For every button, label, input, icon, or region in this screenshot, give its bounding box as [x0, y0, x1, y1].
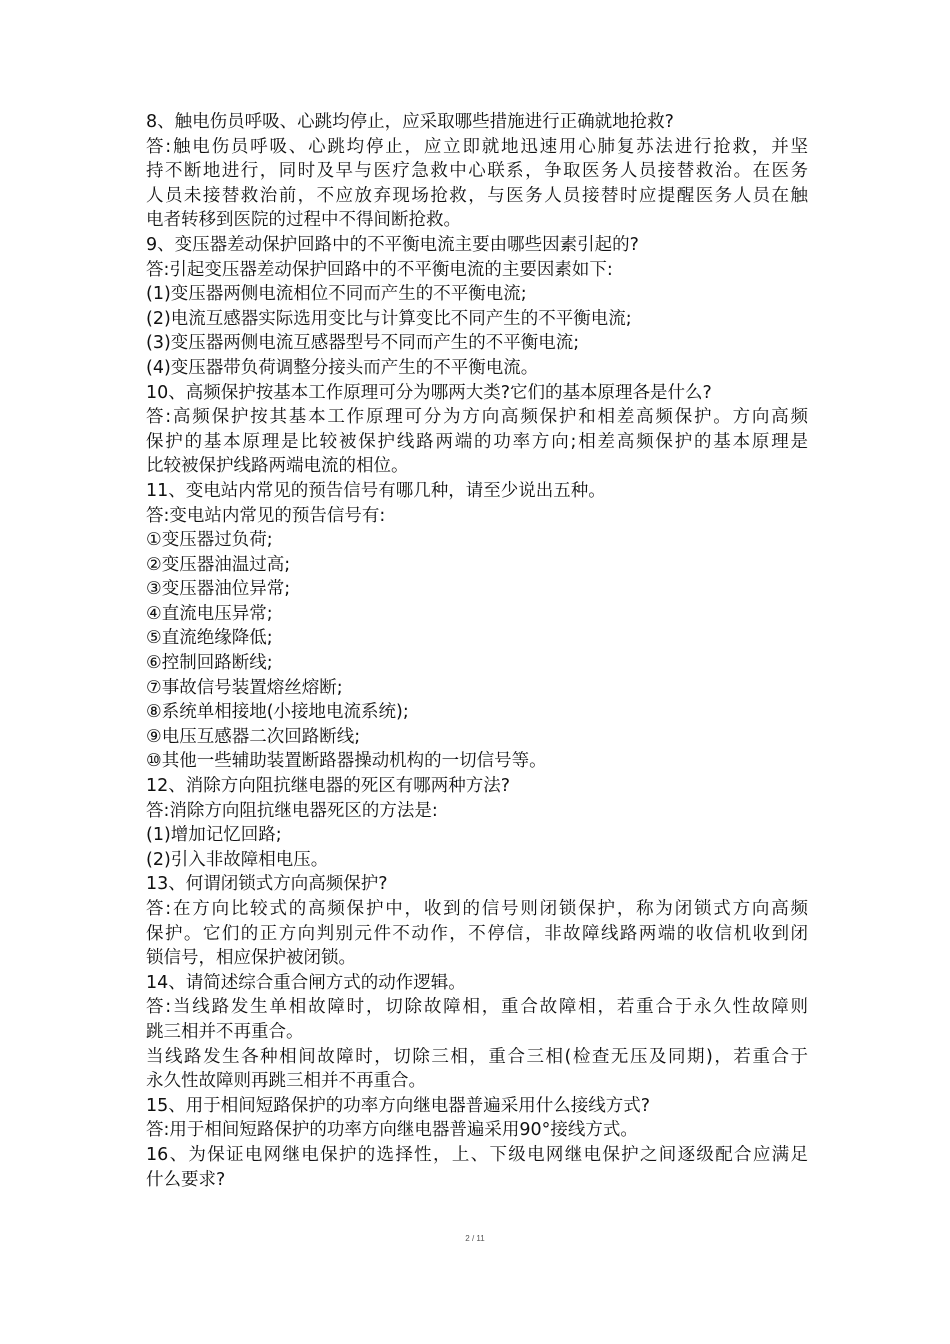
text-line: 15、用于相间短路保护的功率方向继电器普遍采用什么接线方式? — [146, 1095, 651, 1116]
text-line: ⑤直流绝缘降低; — [146, 628, 273, 649]
text-line: ⑩其他一些辅助装置断路器操动机构的一切信号等。 — [146, 751, 547, 772]
text-line: 10、高频保护按基本工作原理可分为哪两大类?它们的基本原理各是什么? — [146, 382, 712, 403]
text-line: ⑦事故信号装置熔丝熔断; — [146, 677, 343, 698]
text-line: 比较被保护线路两端电流的相位。 — [146, 456, 409, 477]
text-line: 12、消除方向阻抗继电器的死区有哪两种方法? — [146, 776, 511, 797]
page-number: 2 / 11 — [465, 1234, 485, 1243]
text-line: 8、触电伤员呼吸、心跳均停止，应采取哪些措施进行正确就地抢救? — [146, 112, 674, 132]
text-line: (2)引入非故障相电压。 — [146, 849, 329, 870]
text-line: 13、何谓闭锁式方向高频保护? — [146, 874, 388, 895]
text-line: 什么要求? — [146, 1169, 226, 1190]
text-line: 14、请简述综合重合闸方式的动作逻辑。 — [146, 972, 466, 993]
text-line: ④直流电压异常; — [146, 603, 273, 624]
text-line: 人员未接替救治前，不应放弃现场抢救，与医务人员接替时应提醒医务人员在触 — [146, 185, 808, 206]
text-line: 答:高频保护按其基本工作原理可分为方向高频保护和相差高频保护。方向高频 — [146, 407, 808, 428]
text-line: 答:用于相间短路保护的功率方向继电器普遍采用90°接线方式。 — [146, 1120, 638, 1141]
text-line: (2)电流互感器实际选用变比与计算变比不同产生的不平衡电流; — [146, 308, 632, 329]
text-line: (4)变压器带负荷调整分接头而产生的不平衡电流。 — [146, 357, 539, 378]
text-line: 16、为保证电网继电保护的选择性，上、下级电网继电保护之间逐级配合应满足 — [146, 1144, 808, 1165]
text-line: ③变压器油位异常; — [146, 579, 291, 600]
text-line: 答:触电伤员呼吸、心跳均停止，应立即就地迅速用心肺复苏法进行抢救，并坚 — [146, 136, 808, 157]
text-line: 持不断地进行，同时及早与医疗急救中心联系，争取医务人员接替救治。在医务 — [146, 161, 808, 182]
text-line: 跳三相并不再重合。 — [146, 1021, 304, 1042]
text-line: 答:变电站内常见的预告信号有: — [146, 505, 386, 526]
text-line: 当线路发生各种相间故障时，切除三相，重合三相(检查无压及同期)，若重合于 — [146, 1046, 808, 1067]
text-line: 答:引起变压器差动保护回路中的不平衡电流的主要因素如下: — [146, 259, 613, 280]
text-line: 电者转移到医院的过程中不得间断抢救。 — [146, 210, 461, 231]
text-line: ⑥控制回路断线; — [146, 653, 273, 674]
text-line: ⑨电压互感器二次回路断线; — [146, 726, 361, 747]
document-body — [146, 110, 808, 1192]
text-line: 答:在方向比较式的高频保护中，收到的信号则闭锁保护，称为闭锁式方向高频 — [146, 899, 808, 919]
text-line: ⑧系统单相接地(小接地电流系统); — [146, 702, 409, 723]
text-line: 永久性故障则再跳三相并不再重合。 — [146, 1071, 426, 1092]
text-line: 答:当线路发生单相故障时，切除故障相，重合故障相，若重合于永久性故障则 — [146, 997, 808, 1018]
text-line: 锁信号，相应保护被闭锁。 — [146, 948, 356, 969]
text-line: 11、变电站内常见的预告信号有哪几种，请至少说出五种。 — [146, 480, 606, 501]
text-line: 保护的基本原理是比较被保护线路两端的功率方向;相差高频保护的基本原理是 — [146, 431, 808, 452]
text-line: (1)增加记忆回路; — [146, 825, 282, 846]
text-line: (3)变压器两侧电流互感器型号不同而产生的不平衡电流; — [146, 333, 580, 354]
text-line: 答:消除方向阻抗继电器死区的方法是: — [146, 800, 438, 821]
text-line: 保护。它们的正方向判别元件不动作，不停信，非故障线路两端的收信机收到闭 — [146, 923, 808, 944]
text-line: ②变压器油温过高; — [146, 554, 291, 575]
text-line: 9、变压器差动保护回路中的不平衡电流主要由哪些因素引起的? — [146, 234, 639, 255]
text-line: ①变压器过负荷; — [146, 530, 273, 551]
text-line: (1)变压器两侧电流相位不同而产生的不平衡电流; — [146, 284, 527, 305]
